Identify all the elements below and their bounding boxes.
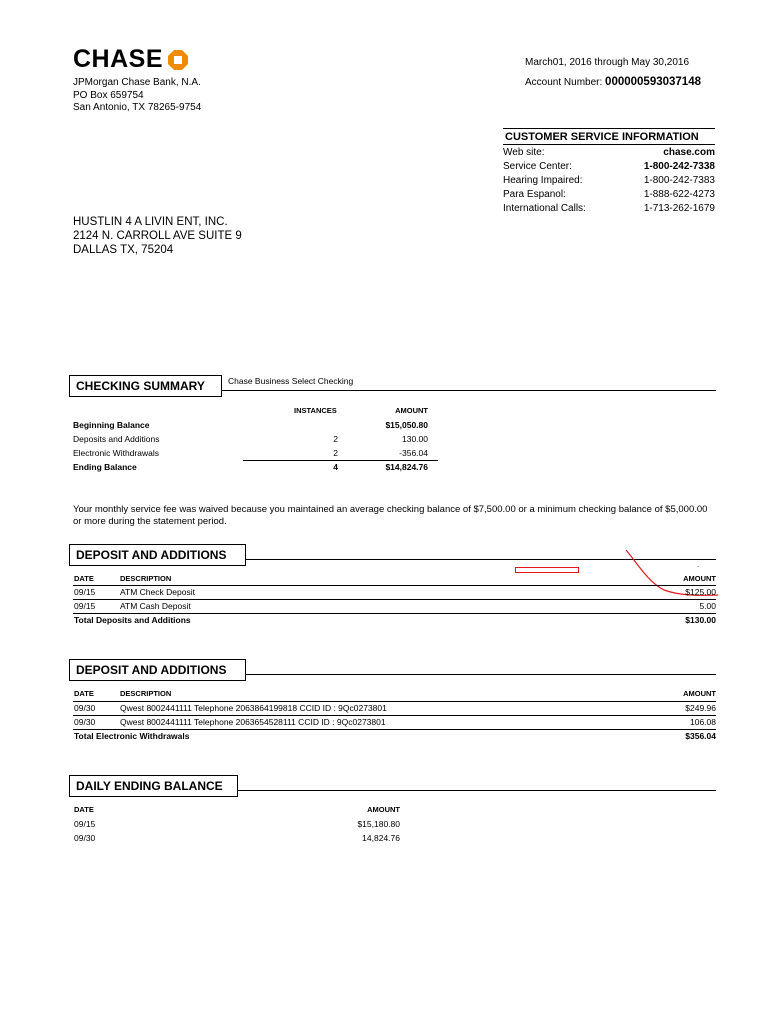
red-highlight-box [515,567,579,573]
deposit-amount: 5.00 [699,601,716,611]
account-label: Account Number: [525,77,603,88]
csi-website[interactable]: chase.com [663,147,715,158]
col-date: DATE [74,805,94,814]
account-number: 000000593037148 [605,76,701,88]
col-amount: AMOUNT [683,689,716,698]
table-rule [73,701,716,702]
csi-row [503,146,715,160]
table-rule [73,613,716,614]
withdrawals-title: DEPOSIT AND ADDITIONS [69,659,246,681]
csi-row [503,174,715,188]
withdrawal-date: 09/30 [74,717,96,727]
bank-city: San Antonio, TX 78265-9754 [73,102,202,113]
summary-instances: 2 [333,448,338,458]
summary-amount: $14,824.76 [385,462,428,472]
stray-dot: . [697,560,700,569]
summary-instances: 2 [333,434,338,444]
customer-name: HUSTLIN 4 A LIVIN ENT, INC. [73,216,228,228]
deposit-description: ATM Check Deposit [120,587,195,597]
bank-address [73,77,201,115]
summary-amount: -356.04 [399,448,428,458]
balance-date: 09/30 [74,833,96,843]
chase-logo [73,47,188,72]
summary-instances: 4 [333,462,338,472]
csi-label: International Calls: [503,203,586,214]
summary-label: Beginning Balance [73,420,150,430]
daily-balance-title: DAILY ENDING BALANCE [69,775,238,797]
section-rule [238,790,716,791]
withdrawal-amount: 106.08 [690,717,716,727]
account-number-line [525,76,701,88]
csi-label: Para Espanol: [503,189,566,200]
balance-amount: 14,824.76 [362,833,400,843]
withdrawal-description: Qwest 8002441111 Telephone 2063864199818 CCID ID : 9Qc0273801 [120,703,387,713]
fee-waiver-note: Your monthly service fee was waived because you maintained an average checking balance of $7,500.00 or a minimum checking balance of $5,000.00 or more during the statement period. [73,504,708,527]
bank-po-box: PO Box 659754 [73,89,144,101]
summary-rule [243,460,438,461]
withdrawals-total-label: Total Electronic Withdrawals [74,731,190,741]
customer-address [73,215,242,257]
balance-amount: $15,180.80 [357,819,400,829]
col-description: DESCRIPTION [120,689,172,698]
col-instances: INSTANCES [294,406,337,415]
summary-amount: $15,050.80 [385,420,428,430]
chase-octagon-icon [168,50,188,70]
csi-label: Hearing Impaired: [503,175,583,186]
col-date: DATE [74,689,94,698]
deposits-title: DEPOSIT AND ADDITIONS [69,544,246,566]
table-rule [73,599,716,600]
deposit-amount: $125.00 [685,587,716,597]
summary-label: Deposits and Additions [73,434,160,444]
customer-service-list [503,146,715,216]
bank-name: JPMorgan Chase Bank, N.A. [73,77,201,88]
col-amount: AMOUNT [395,406,428,415]
product-name: Chase Business Select Checking [228,376,354,386]
deposits-total-amount: $130.00 [685,615,716,625]
csi-service-phone: 1-800-242-7338 [643,161,715,172]
deposit-description: ATM Cash Deposit [120,601,191,611]
statement-period: March01, 2016 through May 30,2016 [525,57,689,68]
csi-row [503,202,715,216]
customer-street: 2124 N. CARROLL AVE SUITE 9 [73,230,242,242]
deposits-total-label: Total Deposits and Additions [74,615,191,625]
customer-service-title: CUSTOMER SERVICE INFORMATION [503,128,715,145]
summary-amount: 130.00 [402,434,428,444]
csi-row [503,160,715,174]
withdrawal-description: Qwest 8002441111 Telephone 2063654528111 CCID ID : 9Qc0273801 [120,717,386,727]
table-rule [73,585,716,586]
table-rule [73,729,716,730]
csi-value: 1-888-622-4273 [643,189,715,200]
logo-wordmark: CHASE [73,45,164,73]
withdrawal-amount: $249.96 [685,703,716,713]
customer-city: DALLAS TX, 75204 [73,244,174,256]
col-amount: AMOUNT [367,805,400,814]
section-rule [246,674,716,675]
col-date: DATE [74,574,94,583]
withdrawals-total-amount: $356.04 [685,731,716,741]
deposit-date: 09/15 [74,587,96,597]
csi-label: Web site: [503,147,545,158]
table-rule [73,715,716,716]
col-amount: AMOUNT [683,574,716,583]
csi-label: Service Center: [503,161,572,172]
csi-value: 1-713-262-1679 [643,203,715,214]
csi-row [503,188,715,202]
summary-label: Ending Balance [73,462,137,472]
col-description: DESCRIPTION [120,574,172,583]
section-rule [222,390,716,391]
balance-date: 09/15 [74,819,96,829]
checking-summary-title: CHECKING SUMMARY [69,375,222,397]
csi-value: 1-800-242-7383 [643,175,715,186]
summary-label: Electronic Withdrawals [73,448,159,458]
deposit-date: 09/15 [74,601,96,611]
withdrawal-date: 09/30 [74,703,96,713]
